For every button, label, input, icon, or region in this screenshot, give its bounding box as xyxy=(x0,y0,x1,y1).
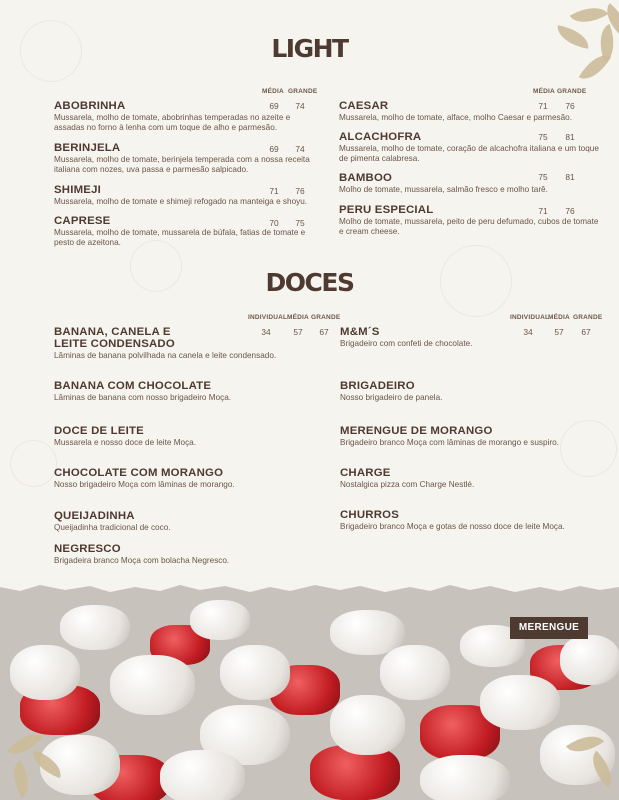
menu-item-brigadeiro xyxy=(340,380,602,403)
price-media: 69 xyxy=(269,144,279,154)
price-individual: 34 xyxy=(261,327,271,337)
item-description: Mussarela, molho de tomate e shimeji refogado na manteiga e shoyu. xyxy=(54,197,308,206)
menu-item-queijadinha xyxy=(54,510,316,533)
menu-item-banana-canela xyxy=(54,326,284,361)
item-description: Nosso brigadeiro Moça com lâminas de morango. xyxy=(54,480,235,489)
item-name: ABOBRINHA xyxy=(54,100,126,112)
column-header-grande: GRANDE xyxy=(573,314,603,321)
item-description: Lâminas de banana com nosso brigadeiro Moça. xyxy=(54,393,232,402)
menu-item-chocolate-morango xyxy=(54,467,316,490)
price-grande: 74 xyxy=(295,144,305,154)
menu-item-churros xyxy=(340,509,602,532)
item-name: ALCACHOFRA xyxy=(339,131,422,143)
price-grande: 67 xyxy=(319,327,329,337)
item-name: NEGRESCO xyxy=(54,543,121,555)
item-name: BANANA, CANELA E LEITE CONDENSADO xyxy=(54,326,175,350)
column-header-grande: GRANDE xyxy=(288,88,318,95)
menu-item-negresco xyxy=(54,543,316,566)
item-name: CAPRESE xyxy=(54,215,111,227)
item-description: Mussarela, molho de tomate, abobrinhas temperadas no azeite e assadas no forno à lenha com um toque de alho e parmesão. xyxy=(54,113,291,133)
item-name: SHIMEJI xyxy=(54,184,101,196)
item-description: Nostalgica pizza com Charge Nestlé. xyxy=(340,480,475,489)
item-name: BAMBOO xyxy=(339,172,393,184)
price-grande: 75 xyxy=(295,218,305,228)
torn-paper-edge xyxy=(0,585,619,595)
item-description: Brigadeiro branco Moça e gotas de nosso doce de leite Moça. xyxy=(340,522,565,531)
price-media: 71 xyxy=(269,186,279,196)
photo-caption-badge: MERENGUE xyxy=(510,617,588,639)
item-name: M&M´S xyxy=(340,326,380,338)
item-name: PERU ESPECIAL xyxy=(339,204,434,216)
item-description: Lâminas de banana polvilhada na canela e leite condensado. xyxy=(54,351,277,360)
item-name: BRIGADEIRO xyxy=(340,380,415,392)
item-description: Brigadeira branco Moça com bolacha Negresco. xyxy=(54,556,230,565)
price-media: 57 xyxy=(293,327,303,337)
item-description: Mussarela, molho de tomate, alface, molho Caesar e parmesão. xyxy=(339,113,573,122)
item-name: BERINJELA xyxy=(54,142,121,154)
item-description: Mussarela, molho de tomate, mussarela de búfala, fatias de tomate e pesto de azeitona. xyxy=(54,228,306,248)
item-description: Queijadinha tradicional de coco. xyxy=(54,523,171,532)
item-description: Mussarela e nosso doce de leite Moça. xyxy=(54,438,196,447)
column-header-media: MÉDIA xyxy=(533,88,555,95)
menu-item-doce-de-leite xyxy=(54,425,316,448)
section-title-light: LIGHT xyxy=(271,34,348,63)
price-grande: 76 xyxy=(295,186,305,196)
item-name: MERENGUE DE MORANGO xyxy=(340,425,493,437)
price-grande: 74 xyxy=(295,101,305,111)
menu-item-charge xyxy=(340,467,602,490)
price-media: 71 xyxy=(538,206,548,216)
column-header-individual: INDIVIDUAL xyxy=(248,314,288,321)
price-grande: 76 xyxy=(565,101,575,111)
price-media: 71 xyxy=(538,101,548,111)
item-name: QUEIJADINHA xyxy=(54,510,135,522)
price-media: 70 xyxy=(269,218,279,228)
column-header-media: MÉDIA xyxy=(262,88,284,95)
item-name: CAESAR xyxy=(339,100,389,112)
menu-item-merengue-morango xyxy=(340,425,602,448)
price-media: 75 xyxy=(538,172,548,182)
column-header-grande: GRANDE xyxy=(311,314,341,321)
price-grande: 81 xyxy=(565,132,575,142)
item-name: CHARGE xyxy=(340,467,391,479)
column-header-media: MÉDIA xyxy=(548,314,570,321)
column-header-individual: INDIVIDUAL xyxy=(510,314,550,321)
item-description: Mussarela, molho de tomate, coração de alcachofra italiana e um toque de pimenta calabresa. xyxy=(339,144,599,164)
price-media: 57 xyxy=(554,327,564,337)
item-description: Mussarela, molho de tomate, berinjela temperada com a nossa receita italiana com nozes, uva passa e parmesão salpicado. xyxy=(54,155,310,175)
item-name: CHURROS xyxy=(340,509,399,521)
section-title-doces: DOCES xyxy=(265,268,354,297)
price-grande: 81 xyxy=(565,172,575,182)
price-media: 69 xyxy=(269,101,279,111)
menu-item-mms xyxy=(340,326,602,349)
item-description: Molho de tomate, mussarela, salmão fresco e molho tarê. xyxy=(339,185,548,194)
item-description: Molho de tomate, mussarela, peito de peru defumado, cubos de tomate e cream cheese. xyxy=(339,217,599,237)
price-individual: 34 xyxy=(523,327,533,337)
item-name: BANANA COM CHOCOLATE xyxy=(54,380,212,392)
menu-item-banana-chocolate xyxy=(54,380,316,403)
item-description: Nosso brigadeiro de panela. xyxy=(340,393,443,402)
item-name: CHOCOLATE COM MORANGO xyxy=(54,467,224,479)
column-header-grande: GRANDE xyxy=(557,88,587,95)
background-doodle xyxy=(10,440,57,487)
item-description: Brigadeiro branco Moça com lâminas de morango e suspiro. xyxy=(340,438,559,447)
item-description: Brigadeiro com confeti de chocolate. xyxy=(340,339,473,348)
price-grande: 67 xyxy=(581,327,591,337)
column-header-media: MÉDIA xyxy=(287,314,309,321)
item-name: DOCE DE LEITE xyxy=(54,425,144,437)
price-grande: 76 xyxy=(565,206,575,216)
price-media: 75 xyxy=(538,132,548,142)
